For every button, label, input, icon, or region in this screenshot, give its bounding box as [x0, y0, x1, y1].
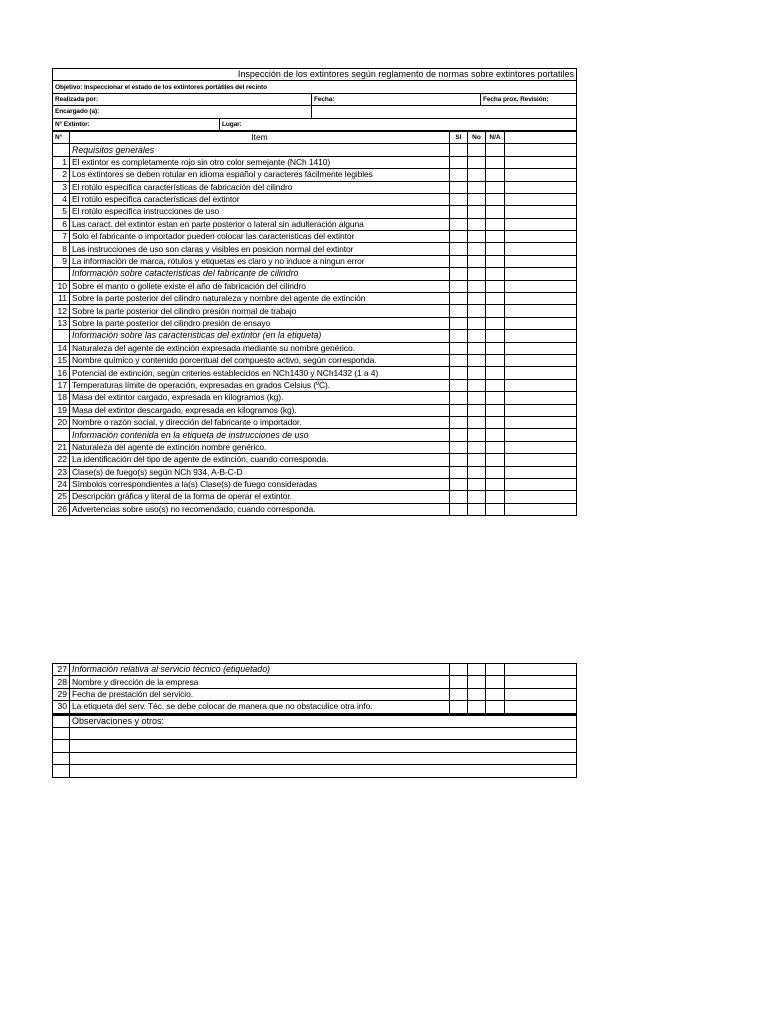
checklist-row [53, 342, 577, 354]
col-no-header: No [468, 131, 486, 143]
item-number: 20 [53, 416, 70, 428]
item-text: Sobre la parte posterior del cilindro presión de ensayo [70, 317, 450, 329]
si-checkbox-cell[interactable] [450, 218, 468, 230]
extra-cell [505, 676, 577, 688]
no-checkbox-cell[interactable] [468, 330, 486, 342]
na-checkbox-cell[interactable] [486, 206, 505, 218]
na-checkbox-cell[interactable] [486, 181, 505, 193]
item-number: 2 [53, 169, 70, 181]
na-checkbox-cell[interactable] [486, 392, 505, 404]
no-checkbox-cell[interactable] [468, 466, 486, 478]
no-checkbox-cell[interactable] [468, 441, 486, 453]
checklist-row [53, 305, 577, 317]
extra-cell [505, 416, 577, 428]
extra-cell [505, 466, 577, 478]
item-text: La identificación del tipo de agente de extinción, cuando corresponda. [70, 454, 450, 466]
item-text: Las instrucciones de uso son claras y visibles en posicion normal del extintor [70, 243, 450, 255]
item-number: 8 [53, 243, 70, 255]
item-number: 12 [53, 305, 70, 317]
item-text: La etiqueta del serv. Téc. se debe colocar de manera que no obstaculice otra info. [70, 701, 450, 713]
inspection-form-page-1 [52, 68, 576, 516]
item-number: 25 [53, 491, 70, 503]
checklist-row [53, 243, 577, 255]
item-number: 18 [53, 392, 70, 404]
checklist-row [53, 181, 577, 193]
item-text: Fecha de prestación del servicio. [70, 688, 450, 700]
no-checkbox-cell[interactable] [468, 268, 486, 280]
si-checkbox-cell[interactable] [450, 466, 468, 478]
si-checkbox-cell[interactable] [450, 429, 468, 441]
extra-cell [505, 342, 577, 354]
item-text: Sobre el manto o gollete existe el año de fabricación del cilindro [70, 280, 450, 292]
na-checkbox-cell[interactable] [486, 503, 505, 515]
extra-cell [505, 354, 577, 366]
section-title: Información contenida en la etiqueta de instrucciones de uso [70, 429, 450, 441]
si-checkbox-cell[interactable] [450, 293, 468, 305]
no-checkbox-cell[interactable] [468, 676, 486, 688]
extra-cell [505, 392, 577, 404]
item-number: 9 [53, 255, 70, 267]
col-number-header: N° [53, 131, 70, 143]
na-checkbox-cell[interactable] [486, 342, 505, 354]
no-checkbox-cell[interactable] [468, 169, 486, 181]
no-checkbox-cell[interactable] [468, 354, 486, 366]
no-checkbox-cell[interactable] [468, 218, 486, 230]
checklist-row [53, 367, 577, 379]
checklist-row [53, 441, 577, 453]
extra-cell [505, 218, 577, 230]
extra-cell [505, 317, 577, 329]
observations-label: Observaciones y otros: [70, 715, 577, 728]
si-checkbox-cell[interactable] [450, 503, 468, 515]
na-checkbox-cell[interactable] [486, 305, 505, 317]
si-checkbox-cell[interactable] [450, 676, 468, 688]
no-checkbox-cell[interactable] [468, 206, 486, 218]
item-text: Potencial de extinción, según criterios establecidos en NCh1430 y NCh1432 (1 a 4) [70, 367, 450, 379]
in-charge-blank [312, 106, 577, 118]
item-number: 30 [53, 701, 70, 713]
section-row [53, 268, 577, 280]
extinguisher-no-field[interactable]: N° Extintor: [53, 118, 220, 130]
si-checkbox-cell[interactable] [450, 169, 468, 181]
si-checkbox-cell[interactable] [450, 144, 468, 156]
item-text: Clase(s) de fuego(s) según NCh 934, A-B-C-D [70, 466, 450, 478]
item-text: El rotúlo especifica instrucciones de uso [70, 206, 450, 218]
col-item-header: Item [70, 131, 450, 143]
si-checkbox-cell[interactable] [450, 243, 468, 255]
item-number [53, 330, 70, 342]
no-checkbox-cell[interactable] [468, 144, 486, 156]
section-title: Información sobre las caracteristicas del extintor (en la etiqueta) [70, 330, 450, 342]
checklist-row [53, 404, 577, 416]
item-number: 16 [53, 367, 70, 379]
observation-line [53, 740, 577, 752]
section-title: Información relativa al servicio técnico (etiquetado) [70, 664, 450, 676]
na-checkbox-cell[interactable] [486, 330, 505, 342]
section-row [53, 664, 577, 676]
no-checkbox-cell[interactable] [468, 478, 486, 490]
extra-cell [505, 206, 577, 218]
item-number [53, 144, 70, 156]
observations-table [52, 714, 577, 778]
na-checkbox-cell[interactable] [486, 255, 505, 267]
si-checkbox-cell[interactable] [450, 255, 468, 267]
extra-cell [505, 193, 577, 205]
checklist-row [53, 218, 577, 230]
observation-number-cell [53, 727, 70, 739]
item-text: Nombre o razón social, y dirección del fabricante o importador. [70, 416, 450, 428]
no-checkbox-cell[interactable] [468, 317, 486, 329]
item-number: 13 [53, 317, 70, 329]
item-number: 4 [53, 193, 70, 205]
checklist-row [53, 491, 577, 503]
si-checkbox-cell[interactable] [450, 342, 468, 354]
si-checkbox-cell[interactable] [450, 354, 468, 366]
si-checkbox-cell[interactable] [450, 454, 468, 466]
item-text: Masa del extintor descargado, expresada en kilogramos (kg). [70, 404, 450, 416]
form-header-table [52, 68, 577, 131]
item-text: Los extintores se deben rotular en idioma español y caracteres fácilmente legibles [70, 169, 450, 181]
no-checkbox-cell[interactable] [468, 255, 486, 267]
col-extra-header [505, 131, 577, 143]
section-row [53, 429, 577, 441]
checklist-row [53, 206, 577, 218]
na-checkbox-cell[interactable] [486, 169, 505, 181]
no-checkbox-cell[interactable] [468, 367, 486, 379]
no-checkbox-cell[interactable] [468, 379, 486, 391]
item-number: 28 [53, 676, 70, 688]
na-checkbox-cell[interactable] [486, 404, 505, 416]
na-checkbox-cell[interactable] [486, 701, 505, 713]
na-checkbox-cell[interactable] [486, 454, 505, 466]
si-checkbox-cell[interactable] [450, 193, 468, 205]
checklist-row [53, 169, 577, 181]
extra-cell [505, 491, 577, 503]
checklist-row [53, 379, 577, 391]
item-number: 14 [53, 342, 70, 354]
no-checkbox-cell[interactable] [468, 416, 486, 428]
observation-line [53, 765, 577, 777]
observations-number-cell [53, 715, 70, 728]
no-checkbox-cell[interactable] [468, 688, 486, 700]
checklist-row [53, 392, 577, 404]
si-checkbox-cell[interactable] [450, 379, 468, 391]
item-number: 19 [53, 404, 70, 416]
extra-cell [505, 231, 577, 243]
checklist-row [53, 354, 577, 366]
extra-cell [505, 330, 577, 342]
si-checkbox-cell[interactable] [450, 280, 468, 292]
checklist-row [53, 454, 577, 466]
na-checkbox-cell[interactable] [486, 664, 505, 676]
observation-text-cell[interactable] [70, 727, 577, 739]
na-checkbox-cell[interactable] [486, 218, 505, 230]
item-text: Las caract. del extintor estan en parte posterior o lateral sin adulteración alguna [70, 218, 450, 230]
na-checkbox-cell[interactable] [486, 416, 505, 428]
item-number: 5 [53, 206, 70, 218]
si-checkbox-cell[interactable] [450, 392, 468, 404]
extra-cell [505, 404, 577, 416]
si-checkbox-cell[interactable] [450, 330, 468, 342]
no-checkbox-cell[interactable] [468, 243, 486, 255]
si-checkbox-cell[interactable] [450, 701, 468, 713]
na-checkbox-cell[interactable] [486, 491, 505, 503]
checklist-row [53, 317, 577, 329]
si-checkbox-cell[interactable] [450, 206, 468, 218]
item-number: 6 [53, 218, 70, 230]
na-checkbox-cell[interactable] [486, 317, 505, 329]
si-checkbox-cell[interactable] [450, 317, 468, 329]
checklist-row [53, 231, 577, 243]
no-checkbox-cell[interactable] [468, 280, 486, 292]
extra-cell [505, 305, 577, 317]
extra-cell [505, 701, 577, 713]
no-checkbox-cell[interactable] [468, 181, 486, 193]
extra-cell [505, 169, 577, 181]
extra-cell [505, 664, 577, 676]
si-checkbox-cell[interactable] [450, 441, 468, 453]
observation-number-cell [53, 740, 70, 752]
checklist-row [53, 701, 577, 713]
place-field[interactable]: Lugar: [220, 118, 577, 130]
extra-cell [505, 688, 577, 700]
extra-cell [505, 367, 577, 379]
observation-number-cell [53, 765, 70, 777]
no-checkbox-cell[interactable] [468, 293, 486, 305]
section-title: Requisitos generales [70, 144, 450, 156]
no-checkbox-cell[interactable] [468, 429, 486, 441]
observation-number-cell [53, 752, 70, 764]
checklist-table-continued [52, 663, 577, 714]
observation-line [53, 752, 577, 764]
observation-text-cell[interactable] [70, 752, 577, 764]
na-checkbox-cell[interactable] [486, 268, 505, 280]
na-checkbox-cell[interactable] [486, 367, 505, 379]
item-text: La información de marca, rótulos y etiquetas es claro y no induce a ningun error [70, 255, 450, 267]
item-text: Nombre y dirección de la empresa [70, 676, 450, 688]
item-number: 3 [53, 181, 70, 193]
no-checkbox-cell[interactable] [468, 404, 486, 416]
item-number: 10 [53, 280, 70, 292]
si-checkbox-cell[interactable] [450, 231, 468, 243]
no-checkbox-cell[interactable] [468, 342, 486, 354]
na-checkbox-cell[interactable] [486, 156, 505, 168]
na-checkbox-cell[interactable] [486, 379, 505, 391]
extra-cell [505, 293, 577, 305]
next-review-field[interactable]: Fecha prox. Revisión: [481, 93, 577, 105]
checklist-table [52, 131, 577, 516]
na-checkbox-cell[interactable] [486, 280, 505, 292]
na-checkbox-cell[interactable] [486, 688, 505, 700]
no-checkbox-cell[interactable] [468, 156, 486, 168]
col-si-header: SI [450, 131, 468, 143]
na-checkbox-cell[interactable] [486, 478, 505, 490]
item-text: Masa del extintor cargado, expresada en kilogramos (kg). [70, 392, 450, 404]
na-checkbox-cell[interactable] [486, 243, 505, 255]
item-text: Símbolos correspondientes a la(s) Clase(s) de fuego consideradas [70, 478, 450, 490]
section-row [53, 144, 577, 156]
item-text: Nombre químico y contenido porcentual del compuesto activo, según corresponda. [70, 354, 450, 366]
extra-cell [505, 441, 577, 453]
observation-line [53, 727, 577, 739]
si-checkbox-cell[interactable] [450, 416, 468, 428]
item-number: 22 [53, 454, 70, 466]
no-checkbox-cell[interactable] [468, 193, 486, 205]
item-text: El rotúlo especifica características del extintor [70, 193, 450, 205]
section-row [53, 330, 577, 342]
inspection-form-page-2 [52, 663, 576, 778]
checklist-row [53, 156, 577, 168]
checklist-row [53, 688, 577, 700]
extra-cell [505, 181, 577, 193]
section-title: Información sobre catacteristicas del fabricante de cilindro [70, 268, 450, 280]
na-checkbox-cell[interactable] [486, 676, 505, 688]
na-checkbox-cell[interactable] [486, 466, 505, 478]
extra-cell [505, 144, 577, 156]
item-text: El rotúlo especifica características de fabricación del cilindro [70, 181, 450, 193]
na-checkbox-cell[interactable] [486, 193, 505, 205]
observations-header-row [53, 715, 577, 728]
si-checkbox-cell[interactable] [450, 367, 468, 379]
no-checkbox-cell[interactable] [468, 231, 486, 243]
no-checkbox-cell[interactable] [468, 503, 486, 515]
si-checkbox-cell[interactable] [450, 664, 468, 676]
extra-cell [505, 429, 577, 441]
item-number: 17 [53, 379, 70, 391]
item-text: Sobre la parte posterior del cilindro presión normal de trabajo [70, 305, 450, 317]
extra-cell [505, 156, 577, 168]
si-checkbox-cell[interactable] [450, 305, 468, 317]
checklist-row [53, 503, 577, 515]
checklist-row [53, 293, 577, 305]
form-objective: Objetivo: Inspeccionar el estado de los extintores portátiles del recinto [53, 81, 577, 93]
item-text: Solo el fabricante o importador pueden colocar las caracteristicas del extintor [70, 231, 450, 243]
item-number: 15 [53, 354, 70, 366]
checklist-row [53, 676, 577, 688]
na-checkbox-cell[interactable] [486, 231, 505, 243]
extra-cell [505, 379, 577, 391]
checklist-row [53, 466, 577, 478]
extra-cell [505, 255, 577, 267]
si-checkbox-cell[interactable] [450, 478, 468, 490]
item-number: 27 [53, 664, 70, 676]
na-checkbox-cell[interactable] [486, 144, 505, 156]
si-checkbox-cell[interactable] [450, 688, 468, 700]
no-checkbox-cell[interactable] [468, 491, 486, 503]
na-checkbox-cell[interactable] [486, 441, 505, 453]
no-checkbox-cell[interactable] [468, 664, 486, 676]
na-checkbox-cell[interactable] [486, 429, 505, 441]
checklist-row [53, 416, 577, 428]
si-checkbox-cell[interactable] [450, 404, 468, 416]
si-checkbox-cell[interactable] [450, 156, 468, 168]
si-checkbox-cell[interactable] [450, 491, 468, 503]
extra-cell [505, 454, 577, 466]
item-number: 21 [53, 441, 70, 453]
item-number: 23 [53, 466, 70, 478]
item-text: Descripción gráfica y literal de la forma de operar el extintor. [70, 491, 450, 503]
extra-cell [505, 503, 577, 515]
item-number: 29 [53, 688, 70, 700]
no-checkbox-cell[interactable] [468, 454, 486, 466]
item-text: Temperaturas límite de operación, expresadas en grados Celsius (ºC). [70, 379, 450, 391]
no-checkbox-cell[interactable] [468, 392, 486, 404]
item-number: 7 [53, 231, 70, 243]
checklist-row [53, 478, 577, 490]
extra-cell [505, 268, 577, 280]
date-field[interactable]: Fecha: [312, 93, 481, 105]
no-checkbox-cell[interactable] [468, 305, 486, 317]
checklist-header-row [53, 131, 577, 143]
si-checkbox-cell[interactable] [450, 268, 468, 280]
observation-text-cell[interactable] [70, 765, 577, 777]
item-number: 26 [53, 503, 70, 515]
na-checkbox-cell[interactable] [486, 293, 505, 305]
observation-text-cell[interactable] [70, 740, 577, 752]
item-number: 1 [53, 156, 70, 168]
item-text: El extintor es completamente rojo sin otro color semejante (NCh 1410) [70, 156, 450, 168]
extra-cell [505, 280, 577, 292]
item-number: 11 [53, 293, 70, 305]
checklist-row [53, 193, 577, 205]
extra-cell [505, 243, 577, 255]
si-checkbox-cell[interactable] [450, 181, 468, 193]
form-title: Inspección de los extintores según reglamento de normas sobre extintores portatiles [53, 69, 577, 81]
checklist-row [53, 280, 577, 292]
item-text: Sobre la parte posterior del cilindro naturaleza y nombre del agente de extinción [70, 293, 450, 305]
item-text: Naturaleza del agente de extinción expresada mediante su nombre genérico. [70, 342, 450, 354]
checklist-row [53, 255, 577, 267]
done-by-field[interactable]: Realizada por: [53, 93, 312, 105]
extra-cell [505, 478, 577, 490]
in-charge-field[interactable]: Encargado (a): [53, 106, 312, 118]
na-checkbox-cell[interactable] [486, 354, 505, 366]
item-number [53, 429, 70, 441]
col-na-header: N/A [486, 131, 505, 143]
no-checkbox-cell[interactable] [468, 701, 486, 713]
item-number [53, 268, 70, 280]
item-number: 24 [53, 478, 70, 490]
item-text: Advertencias sobre uso(s) no recomendado, cuando corresponda. [70, 503, 450, 515]
item-text: Naturaleza del agente de extinción nombre genérico. [70, 441, 450, 453]
